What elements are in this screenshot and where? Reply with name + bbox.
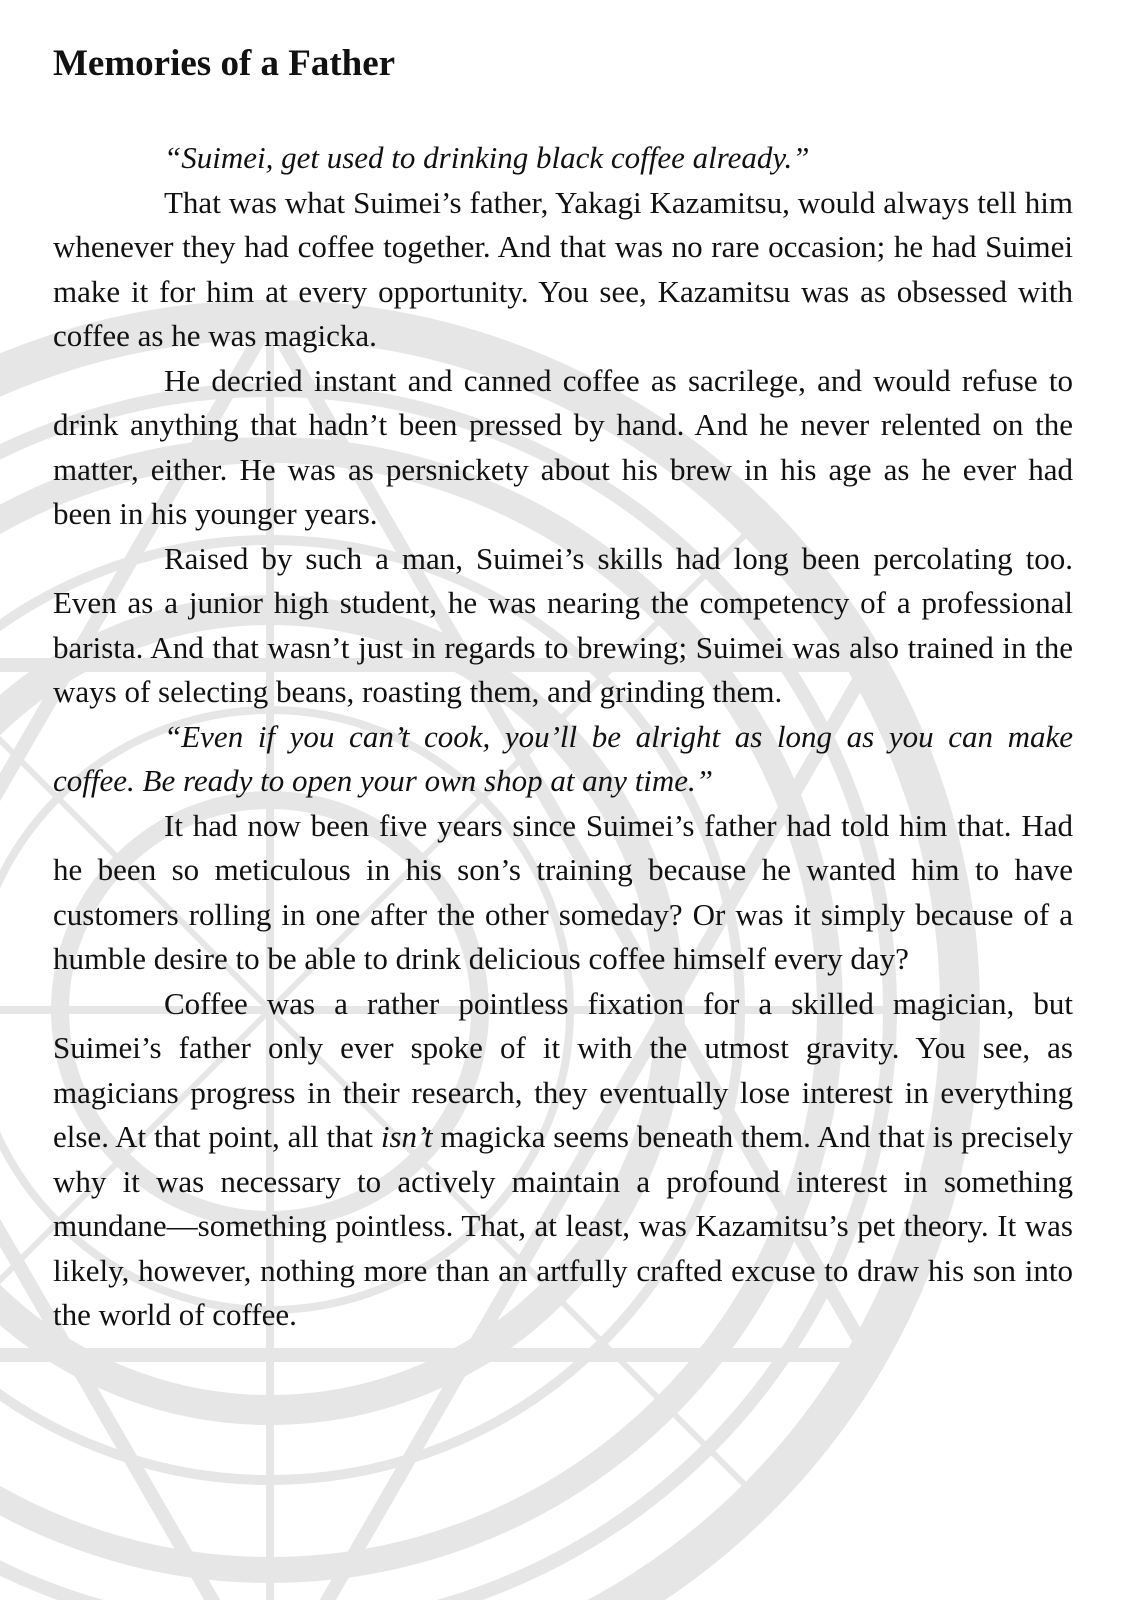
- paragraph-7-part-1: Coffee was a rather pointless fixation for a skilled magician, but Suimei’s father only ever spoke of it with the utmost gravity. You see, as magicians progress in their research, they eventually lose interest in everything else. At that point, all that: [53, 985, 1073, 1154]
- chapter-title: Memories of a Father: [53, 43, 396, 84]
- paragraph-4: Raised by such a man, Suimei’s skills had long been percolating too. Even as a junior high student, he was nearing the competency of a professional barista. And that wasn’t just in regards to brewing; Suimei was also trained in the ways of selecting beans, roasting them, and grinding them.: [53, 540, 1073, 709]
- paragraph-6: It had now been five years since Suimei’s father had told him that. Had he been so meticulous in his son’s training because he wanted him to have customers rolling in one after the other someday? Or was it simply because of a humble desire to be able to drink delicious coffee himself every day?: [53, 807, 1073, 976]
- paragraph-7: [53, 982, 1073, 1338]
- paragraph-7-part-2: magicka seems beneath them. And that is precisely why it was necessary to actively maintain a profound interest in something mundane—something pointless. That, at least, was Kazamitsu’s pet theory. It was likely, however, nothing more than an artfully crafted excuse to draw his son into the world of coffee.: [53, 1119, 1073, 1332]
- page-content: [53, 40, 1073, 1338]
- paragraph-quote-1: “Suimei, get used to drinking black coffee already.”: [164, 140, 810, 175]
- emphasis-isnt: isn’t: [380, 1119, 433, 1154]
- paragraph-2: That was what Suimei’s father, Yakagi Kazamitsu, would always tell him whenever they had coffee together. And that was no rare occasion; he had Suimei make it for him at every opportunity. You see, Kazamitsu was as obsessed with coffee as he was magicka.: [53, 184, 1073, 353]
- paragraph-3: He decried instant and canned coffee as sacrilege, and would refuse to drink anything that hadn’t been pressed by hand. And he never relented on the matter, either. He was as persnickety about his brew in his age as he ever had been in his younger years.: [53, 362, 1073, 531]
- paragraph-quote-2: “Even if you can’t cook, you’ll be alright as long as you can make coffee. Be ready to open your own shop at any time.”: [53, 718, 1073, 798]
